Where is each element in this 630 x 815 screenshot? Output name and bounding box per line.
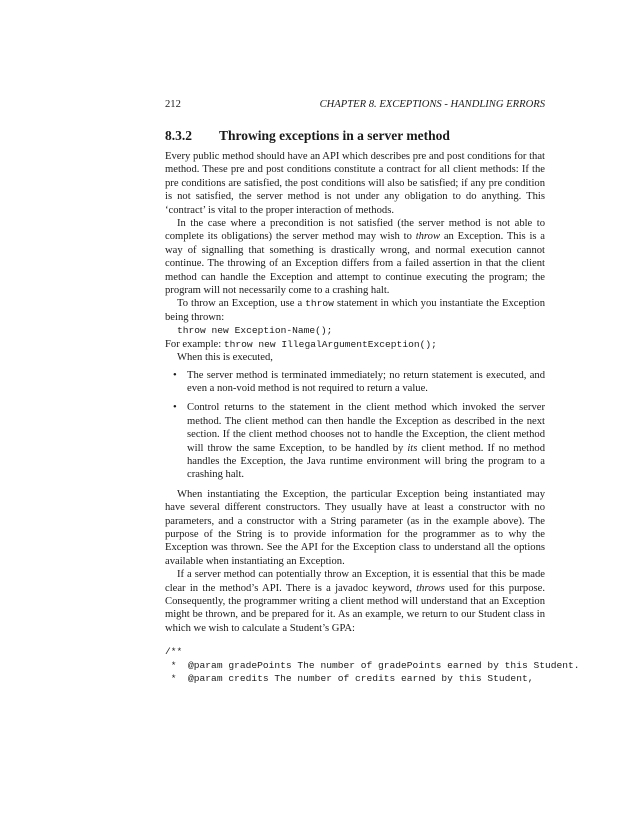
emphasis-throws: throws — [416, 582, 445, 594]
text-run: In the case where a precondition is not satisfied (the server method is not able to complete its obligations) the server method may wish to — [165, 218, 545, 243]
section-heading — [165, 128, 545, 144]
javadoc-code-block — [165, 645, 580, 685]
running-header — [165, 98, 545, 112]
code-line: * @param gradePoints The number of gradePoints earned by this Student. — [165, 659, 580, 671]
page-number: 212 — [165, 99, 181, 110]
text-run: To throw an Exception, use a — [177, 298, 306, 310]
section-title: Throwing exceptions in a server method — [219, 128, 450, 143]
code-line: /** — [165, 646, 183, 658]
text-run: client method. If no method handles the Exception, the Java runtime environment will bring the program to a crashing halt. — [187, 442, 545, 481]
paragraph-precondition — [165, 217, 545, 297]
when-executed-line: When this is executed, — [177, 352, 273, 364]
text-run: Control returns to the statement in the client method which invoked the server method. The client method can then handle the Exception as described in the next section. If the client method chooses not to handle the Exception, the client method will throw the same Exception, to be handled by — [187, 402, 545, 454]
emphasis-its: its — [407, 442, 418, 454]
emphasis-throw: throw — [415, 231, 441, 243]
text-run: an Exception. This is a way of signalling that something is drastically wrong, and normal execution cannot continue. The throwing of an Exception differs from a failed assertion in that the client method can handle the Exception and attempt to continue executing the program; the program will not necessarily come to a crashing halt. — [165, 231, 546, 297]
bullet-item: • The server method is terminated immediately; no return statement is executed, and even a non-void method is not required to return a value. — [165, 369, 545, 396]
bullet-item — [165, 401, 545, 481]
section-number: 8.3.2 — [165, 128, 192, 143]
text-run: If a server method can potentially throw an Exception, it is essential that this be made clear in the method’s API. There is a javadoc keyword, — [165, 569, 545, 594]
text-run: used for this purpose. Consequently, the programmer writing a client method will understand that an Exception might be thrown, and be prepared for it. As an example, we return to our Student class in which we wish to calculate a Student’s GPA: — [165, 582, 545, 634]
example-code: throw new IllegalArgumentException(); — [223, 338, 437, 350]
page-content — [165, 128, 580, 685]
paragraph-throw-statement — [165, 297, 545, 324]
chapter-title: CHAPTER 8. EXCEPTIONS - HANDLING ERRORS — [319, 99, 545, 110]
paragraph-constructors: When instantiating the Exception, the particular Exception being instantiated may have several different constructors. They usually have at least a constructor with no parameters, and a constructor with a String parameter (as in the example above). The purpose of the String is to provide information for the programmer as to why the Exception was thrown. See the API for the Exception class to understand all the options available when instantiating an Exception. — [165, 488, 545, 567]
text-run: statement in which you instantiate the Exception being thrown: — [165, 298, 545, 323]
code-line: * @param credits The number of credits earned by this Student, — [165, 673, 534, 685]
paragraph-javadoc-throws — [165, 568, 545, 635]
inline-code-throw: throw — [305, 298, 334, 310]
paragraph-contract: Every public method should have an API which describes pre and post conditions for that method. These pre and post conditions constitute a contract for all client methods: If the pre conditions are satisfied, the post conditions will also be satisfied; if any pre condition is not satisfied, the server method is not under any obligation to do anything. This ‘contract’ is vital to the proper interaction of methods. — [165, 151, 545, 216]
code-line-throw: throw new Exception-Name(); — [177, 325, 333, 337]
bullet-list — [165, 369, 545, 482]
example-line — [165, 338, 545, 351]
example-label: For example: — [165, 338, 224, 350]
